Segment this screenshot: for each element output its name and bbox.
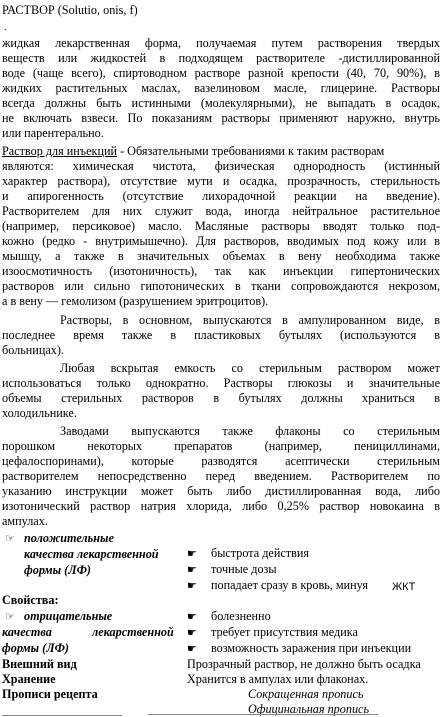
recipe-label: Прописи рецепта [2, 687, 98, 701]
paragraph-line: Заводами выпускаются также флаконы со стерильным [60, 424, 440, 438]
intro-line: не включать взвеси. По показаниям растворы применяют наружно, внутрь [2, 111, 440, 125]
properties-label: Свойства: [2, 593, 59, 607]
paragraph-line: Растворы, в основном, выпускаются в ампулированном виде, в [60, 313, 440, 327]
paragraph-line: растворителем непосредственно перед введением. Растворителем по [2, 469, 440, 483]
injection-heading-line [2, 144, 440, 159]
hand-bullet-icon: ☛ [187, 626, 197, 639]
appearance-value: Прозрачный раствор, не должно быть осадка [187, 657, 421, 671]
paragraph-line: холодильнике. [2, 406, 77, 420]
document-title: РАСТВОР (Solutio, onis, f) [2, 3, 138, 17]
negative-label: качества [2, 625, 52, 639]
intro-line: воде (чаще всего), спиртоводном растворе разной крепости (40, 70, 90%), в [2, 66, 440, 80]
intro-line: всегда должны быть истинными (молекулярными), не выпадать в осадок, [2, 96, 440, 110]
paragraph-line: объемы стерильных растворов в бутылях должны храниться в [2, 391, 440, 405]
injection-line: мышцу, а также в значительных объемах в вену необходима также [2, 249, 440, 263]
paragraph-line: Любая вскрытая емкость со стерильным раствором может [60, 361, 440, 375]
negative-label: лекарственной [92, 625, 174, 639]
paragraph-line: использоваться только однократно. Растворы глюкозы и значительные [2, 376, 440, 390]
injection-line: растворов или сильно гипотонических в ткани сопровождаются некрозом, [2, 279, 440, 293]
injection-line: характер раствора), отсутствие мути и осадка, прозрачность, стерильность [2, 174, 440, 188]
pointer-hand-icon: ☞ [5, 610, 15, 623]
recipe-item: Сокращенная пропись [248, 687, 364, 701]
positive-label: качества лекарственной [24, 547, 159, 561]
gi-tract-note: ЖКТ [392, 581, 416, 593]
paragraph-line: последнее время также в пластиковых бутылях (используются в [2, 328, 440, 342]
dot-mark: . [4, 22, 7, 33]
injection-line: и апирогенность (отсутствие лихорадочной реакции на введение). [2, 189, 440, 203]
negative-item: болезненно [211, 609, 271, 623]
hand-bullet-icon: ☛ [187, 547, 197, 560]
injection-line: изоосмотичность (изотоничность), так как инъекции гипертонических [2, 264, 440, 278]
footer-rule [148, 714, 378, 715]
positive-item: попадает сразу в кровь, минуя [211, 578, 369, 592]
negative-item: требует присутствия медика [211, 625, 358, 639]
hand-bullet-icon: ☛ [187, 642, 197, 655]
injection-line: (например, персиковое) масло. Масляные растворы вводят только под- [2, 219, 440, 233]
paragraph-line: указанию инструкции может быть либо дистиллированная вода, либо [2, 484, 440, 498]
injection-line: Растворителем для них служит вода, иногда нейтральное растительное [2, 204, 440, 218]
negative-label: формы (ЛФ) [2, 641, 69, 655]
hand-bullet-icon: ☛ [187, 579, 197, 592]
appearance-label: Внешний вид [2, 657, 77, 671]
intro-line: жидкая лекарственная форма, получаемая путем растворения твердых [2, 36, 440, 50]
injection-line: а в вену — гемолизом (разрушением эритроцитов). [2, 294, 269, 308]
recipe-item: Официнальная пропись [248, 702, 370, 716]
negative-label: отрицательные [24, 609, 113, 623]
pointer-hand-icon: ☞ [5, 532, 15, 545]
hand-bullet-icon: ☛ [187, 610, 197, 623]
intro-line: или парентерально. [2, 126, 104, 140]
paragraph-line: цефалоспоринами), которые разводятся асептически стерильным [2, 454, 440, 468]
injection-heading: Раствор для инъекций [2, 144, 118, 158]
injection-first-text: - Обязательными требованиями к таким растворам [117, 144, 385, 158]
hand-bullet-icon: ☛ [187, 563, 197, 576]
injection-line: кожно (редко - внутримышечно). Для растворов, вводимых под кожу или в [2, 234, 440, 248]
intro-line: веществ или жидкостей в подходящем растворителе -дистиллированной [2, 51, 440, 65]
injection-line: являются: химическая чистота, физическая однородность (истинный [2, 159, 440, 173]
positive-label: положительные [24, 531, 114, 545]
positive-item: быстрота действия [211, 546, 309, 560]
paragraph-line: больницах). [2, 343, 64, 357]
paragraph-line: изотонический раствор натрия хлорида, либо 0,25% раствор новокаина в [2, 499, 440, 513]
footer-rule [2, 715, 122, 716]
positive-item: точные дозы [211, 562, 277, 576]
storage-label: Хранение [2, 672, 56, 686]
paragraph-line: ампулах. [2, 514, 48, 528]
paragraph-line: порошком некоторых препаратов (например, пенициллинами, [2, 439, 440, 453]
storage-value: Хранится в ампулах или флаконах. [187, 672, 369, 686]
negative-item: возможность заражения при инъекции [211, 641, 412, 655]
positive-label: формы (ЛФ) [24, 563, 91, 577]
intro-line: жидких растительных маслах, вазелиновом масле, глицерине. Растворы [2, 81, 440, 95]
